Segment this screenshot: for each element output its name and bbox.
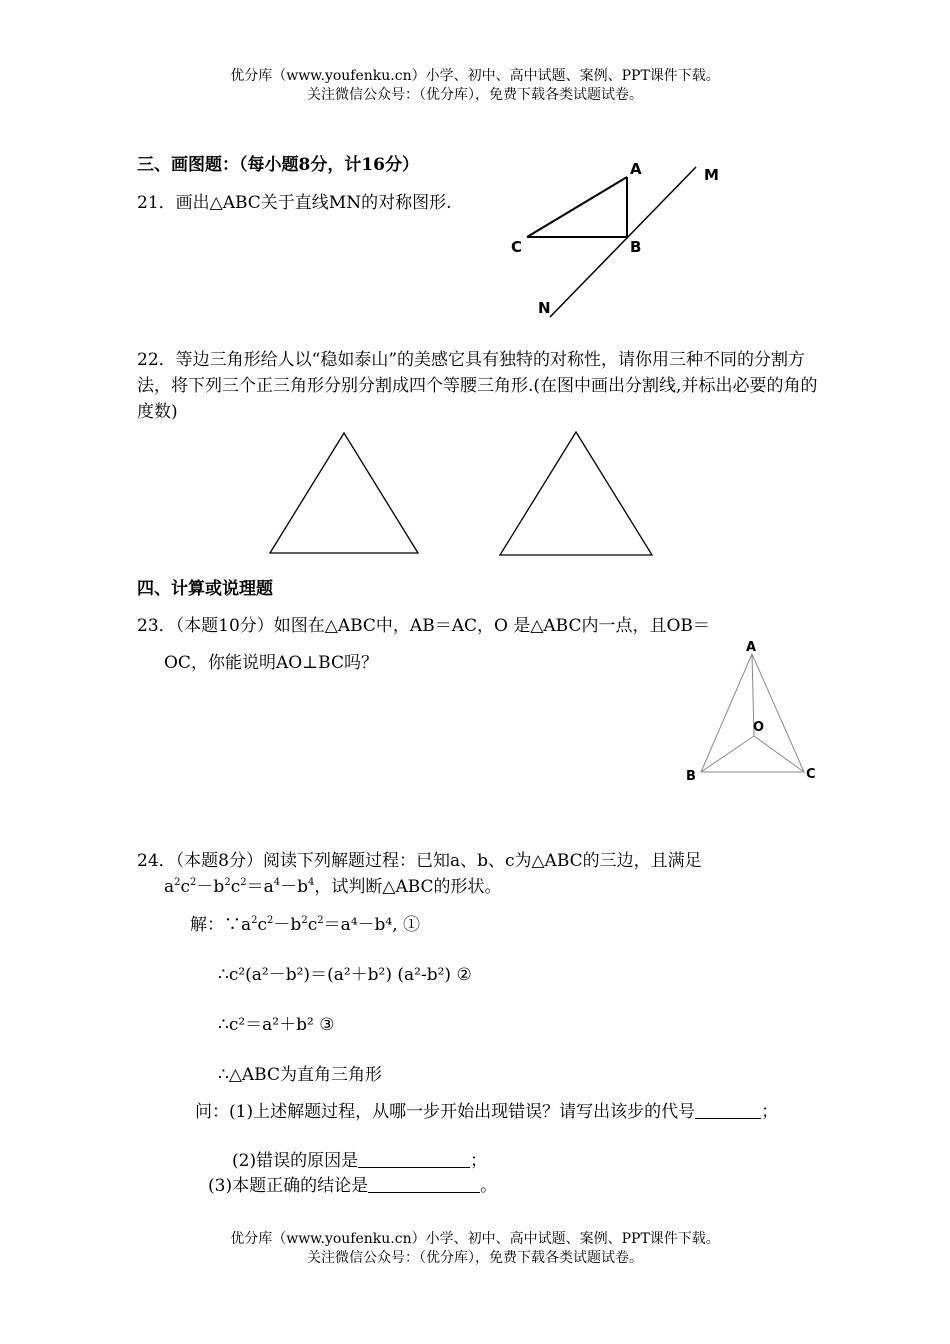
q21-label-b: B [630, 238, 642, 256]
q22-triangle-1 [270, 433, 418, 553]
q23-figure [680, 636, 830, 786]
q24-step-2: ∴c²(a²－b²)＝(a²＋b²) (a²-b²) ② [218, 965, 472, 985]
q24-step-1: 解：$\because a^2c^2-b^2c^2=a^4-b^4$, ① [190, 915, 421, 935]
q22-text: 22．等边三角形给人以“稳如泰山”的美感它具有独特的对称性，请你用三种不同的分割方法，将下列三个正三角形分别分割成四个等腰三角形.(在图中画出分割线,并标出必要的角的度数) [137, 350, 818, 422]
q21-label-n: N [538, 299, 551, 317]
q23-line-2: OC，你能说明AO⊥BC吗？ [164, 653, 378, 673]
q24-ask-2: (2)错误的原因是 ； [232, 1151, 488, 1171]
q22-figures [260, 425, 670, 565]
q24-answer-2-blank[interactable] [358, 1153, 470, 1168]
q21-figure [500, 155, 740, 325]
q24-line-1: 24．（本题8分）阅读下列解题过程：已知a、b、c为△ABC的三边，且满足 [137, 851, 702, 871]
q23-label-b: B [686, 769, 696, 784]
q21-text: 21．画出△ABC关于直线MN的对称图形. [137, 193, 452, 213]
q24-step-3: ∴c²＝a²＋b² ③ [218, 1015, 335, 1035]
q21-label-c: C [511, 238, 523, 256]
section-4-title: 四、计算或说理题 [137, 579, 273, 599]
header-line-1: 优分库（www.youfenku.cn）小学、初中、高中试题、案例、PPT课件下载。 [230, 68, 720, 84]
footer-line-1: 优分库（www.youfenku.cn）小学、初中、高中试题、案例、PPT课件下载。 [230, 1231, 720, 1247]
q23-line-1: 23．（本题10分）如图在△ABC中，AB＝AC，O 是△ABC内一点，且OB＝ [137, 616, 710, 636]
q21-side-ca [527, 177, 627, 237]
q24-answer-1-blank[interactable] [695, 1104, 761, 1119]
q23-label-c: C [806, 767, 816, 782]
q24-answer-3-blank[interactable] [368, 1178, 480, 1193]
q22-triangle-2 [500, 432, 652, 555]
header-line-2: 关注微信公众号：（优分库），免费下载各类试题试卷。 [307, 87, 643, 103]
q23-label-o: O [753, 720, 765, 735]
footer-line-2: 关注微信公众号：（优分库），免费下载各类试题试卷。 [307, 1250, 643, 1266]
q24-step-4: ∴△ABC为直角三角形 [218, 1065, 382, 1085]
q21-label-m: M [704, 166, 719, 184]
q23-label-a: A [746, 640, 757, 655]
q24-ask-3: (3)本题正确的结论是 。 [208, 1176, 498, 1196]
q24-ask-1: 问：(1)上述解题过程，从哪一步开始出现错误？请写出该步的代号 ； [195, 1102, 779, 1122]
section-3-title: 三、画图题：（每小题8分，计16分） [137, 155, 419, 175]
q21-line-mn [550, 167, 696, 317]
q21-label-a: A [630, 160, 642, 178]
q24-line-2: $a^2c^2-b^2c^2=a^4-b^4$，试判断△ABC的形状。 [164, 877, 502, 897]
